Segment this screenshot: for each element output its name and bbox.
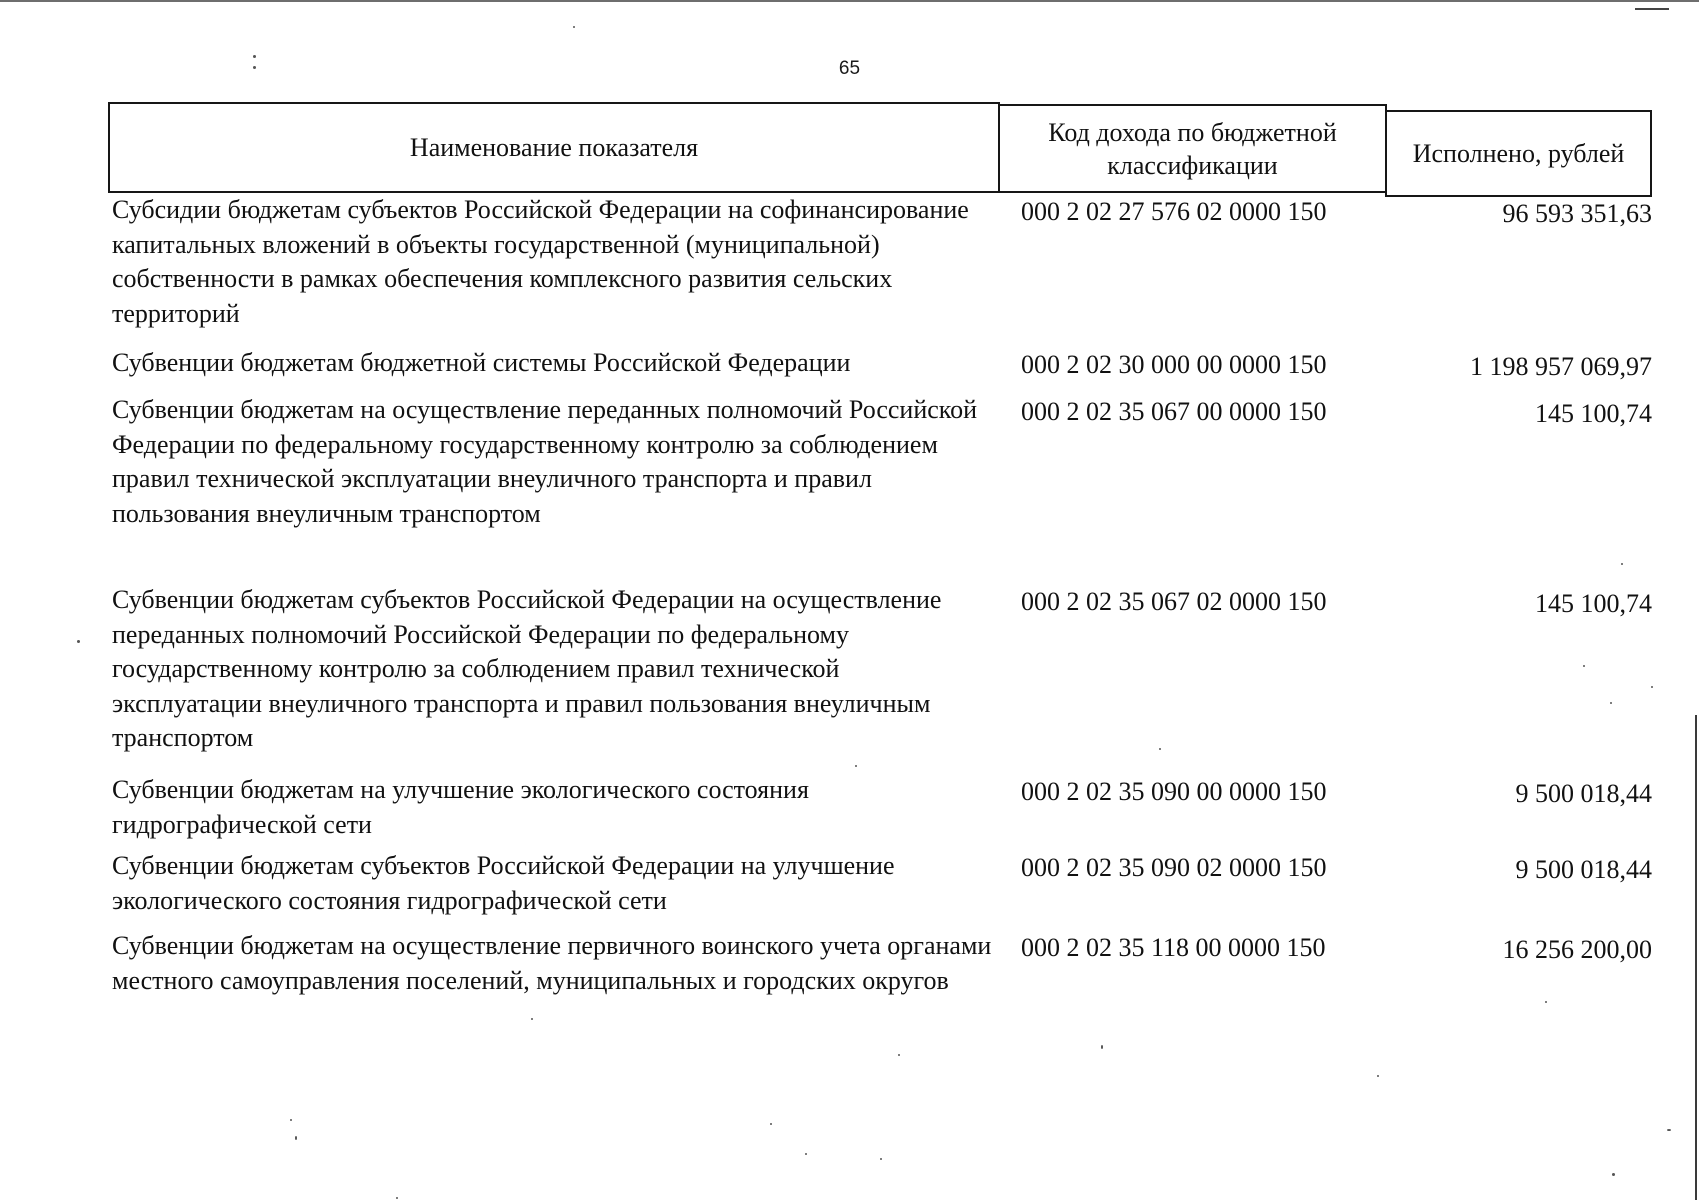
row-name: Субвенции бюджетам субъектов Российской Федерации на улучшение экологического состояния гидрографической сети (112, 851, 895, 915)
page-number: 65 (838, 58, 861, 79)
scan-speck (77, 640, 80, 643)
scan-speck (898, 1054, 900, 1056)
row-name: Субвенции бюджетам на улучшение экологического состояния гидрографической сети (112, 775, 809, 839)
header-code-line1: Код дохода по бюджетной (1048, 117, 1337, 147)
scan-speck (1621, 563, 1623, 565)
scan-speck (770, 1123, 772, 1125)
scan-speck (573, 26, 575, 28)
scan-speck (805, 1153, 807, 1155)
scan-right-edge (1695, 715, 1697, 1200)
header-sum (1385, 110, 1652, 197)
scan-speck (531, 1018, 533, 1020)
scan-speck (1583, 665, 1585, 667)
row-code: 000 2 02 35 067 00 0000 150 (1021, 397, 1327, 426)
scan-speck (880, 1158, 882, 1160)
scan-speck (1377, 1075, 1379, 1077)
row-code: 000 2 02 35 067 02 0000 150 (1021, 587, 1327, 616)
row-sum: 1 198 957 069,97 (1470, 352, 1652, 381)
row-sum: 9 500 018,44 (1515, 855, 1652, 884)
scan-speck (1545, 1001, 1547, 1003)
scan-speck (855, 765, 857, 767)
scan-speck (290, 1119, 292, 1121)
scan-speck (396, 1197, 398, 1199)
header-code (998, 104, 1387, 193)
header-sum-label: Исполнено, рублей (1412, 139, 1625, 168)
row-code: 000 2 02 35 118 00 0000 150 (1021, 933, 1326, 962)
table-header (108, 100, 1652, 193)
row-code: 000 2 02 35 090 00 0000 150 (1021, 777, 1327, 806)
row-sum: 96 593 351,63 (1502, 199, 1652, 228)
header-name (108, 102, 1000, 193)
row-sum: 145 100,74 (1535, 399, 1652, 428)
scan-speck (1612, 1173, 1615, 1176)
row-name: Субвенции бюджетам на осуществление первичного воинского учета органами местного самоуправления поселений, муниципальных и городских округов (112, 931, 992, 995)
row-code: 000 2 02 27 576 02 0000 150 (1021, 197, 1327, 226)
row-code: 000 2 02 35 090 02 0000 150 (1021, 853, 1327, 882)
row-name: Субвенции бюджетам бюджетной системы Российской Федерации (112, 348, 851, 377)
scan-speck (1159, 748, 1161, 750)
row-sum: 9 500 018,44 (1515, 779, 1652, 808)
row-name: Субсидии бюджетам субъектов Российской Федерации на софинансирование капитальных вложений в объекты государственной (муниципальной) собственности в рамках обеспечения комплексного развития сельских территорий (112, 195, 969, 328)
row-sum: 16 256 200,00 (1502, 935, 1652, 964)
row-code: 000 2 02 30 000 00 0000 150 (1021, 350, 1327, 379)
scan-speck (1101, 1045, 1103, 1049)
scan-speck (1610, 702, 1612, 704)
header-name-label: Наименование показателя (409, 133, 699, 162)
row-name: Субвенции бюджетам на осуществление переданных полномочий Российской Федерации по федеральному государственному контролю за соблюдением правил технической эксплуатации внеуличного транспорта и правил пользования внеуличным транспортом (112, 395, 978, 528)
row-sum: 145 100,74 (1535, 589, 1652, 618)
scan-speck (253, 66, 256, 69)
scan-corner-mark (1635, 8, 1669, 10)
scan-speck (253, 55, 256, 58)
scan-speck (1651, 686, 1653, 688)
scan-speck (1667, 1129, 1671, 1131)
row-name: Субвенции бюджетам субъектов Российской Федерации на осуществление переданных полномочий Российской Федерации по федеральному государственному контролю за соблюдением правил технической эксплуатации внеуличного транспорта и правил пользования внеуличным транспортом (112, 585, 942, 752)
scan-top-edge (0, 0, 1699, 2)
scan-speck (295, 1136, 297, 1140)
header-code-line2: классификации (1107, 150, 1278, 180)
